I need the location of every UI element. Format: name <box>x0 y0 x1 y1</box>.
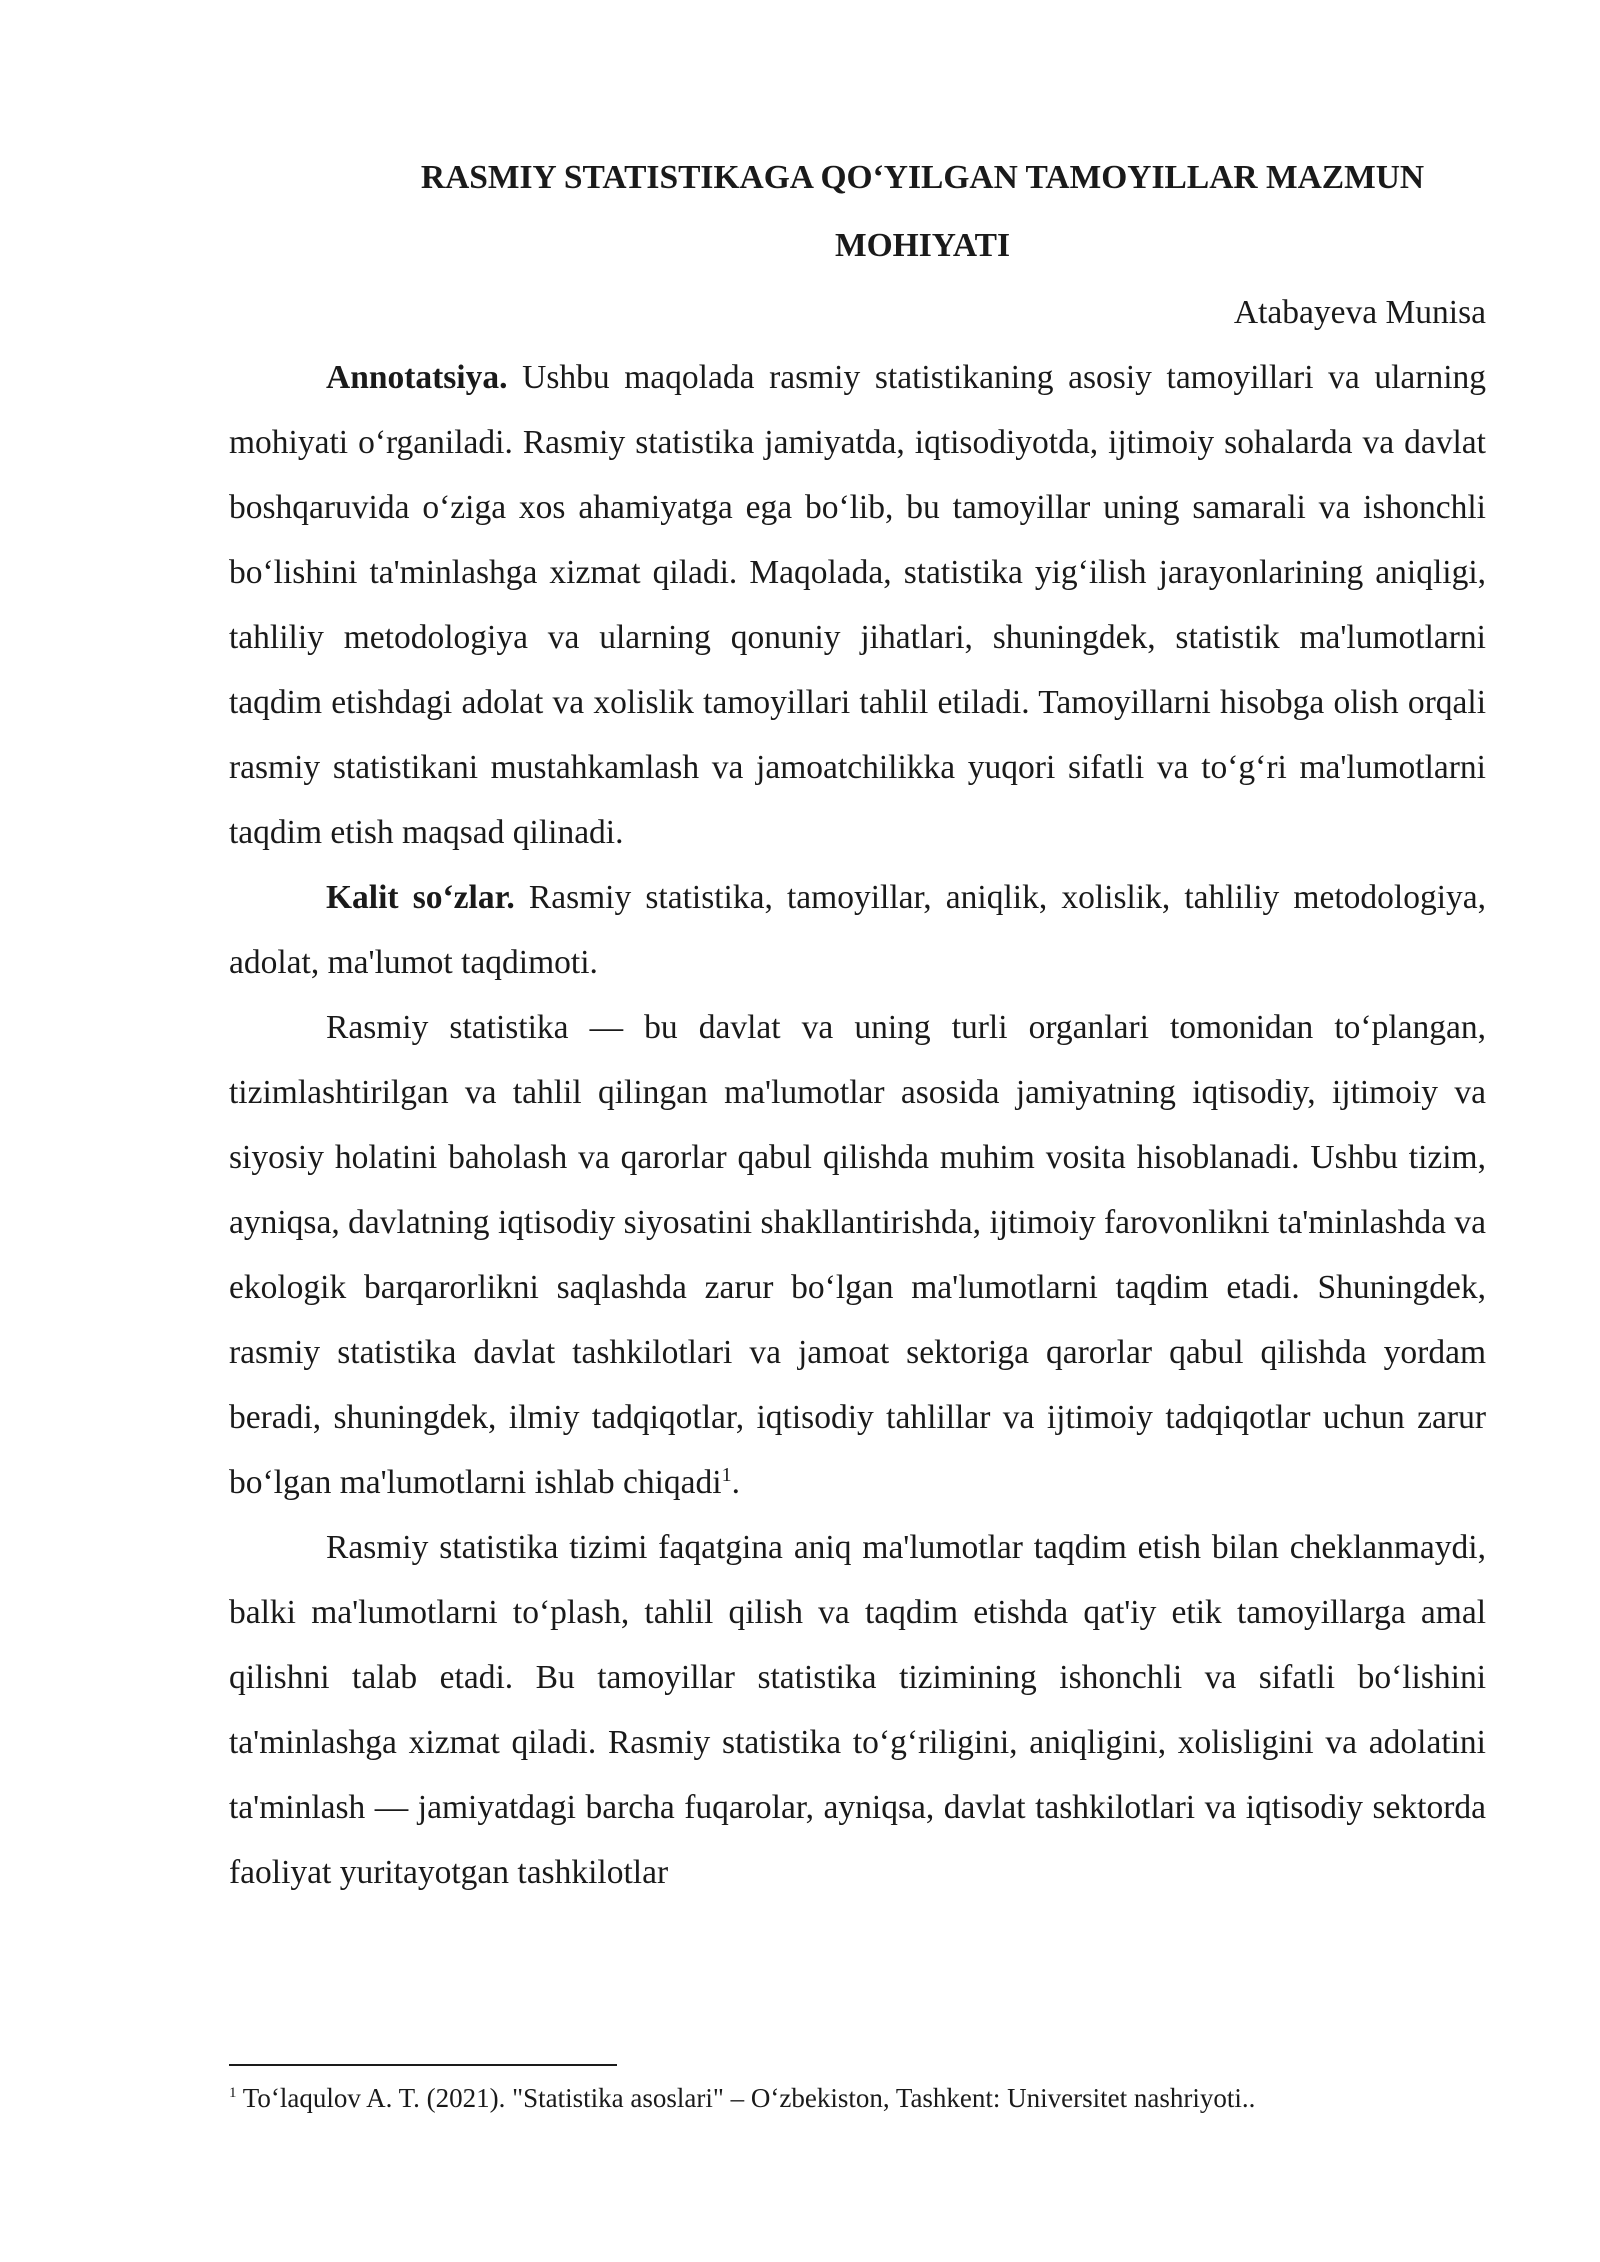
body-paragraph-1-end: . <box>731 1464 740 1501</box>
abstract-label: Annotatsiya. <box>326 359 508 396</box>
footnote-reference[interactable]: 1 <box>721 1463 732 1486</box>
keywords-paragraph <box>229 865 1486 995</box>
body-paragraph-2: Rasmiy statistika tizimi faqatgina aniq ma'lumotlar taqdim etish bilan cheklanmaydi, balki ma'lumotlarni to‘plash, tahlil qilish va taqdim etishda qat'iy etik tamoyillarga amal qilishni talab etadi. Bu tamoyillar statistika tizimining ishonchli va sifatli bo‘lishini ta'minlashga xizmat qiladi. Rasmiy statistika to‘g‘riligini, aniqligini, xolisligini va adolatini ta'minlash — jamiyatdagi barcha fuqarolar, ayniqsa, davlat tashkilotlari va iqtisodiy sektorda faoliyat yuritayotgan tashkilotlar <box>229 1529 1486 1891</box>
body-paragraph-1 <box>229 995 1486 1515</box>
footnote-text: To‘laqulov A. T. (2021). "Statistika asoslari" – O‘zbekiston, Tashkent: Universitet nashriyoti.. <box>236 2083 1256 2113</box>
main-text <box>229 144 1486 1905</box>
body-paragraph-1-text: Rasmiy statistika — bu davlat va uning turli organlari tomonidan to‘plangan, tizimlashtirilgan va tahlil qilingan ma'lumotlar asosida jamiyatning iqtisodiy, ijtimoiy va siyosiy holatini baholash va qarorlar qabul qilishda muhim vosita hisoblanadi. Ushbu tizim, ayniqsa, davlatning iqtisodiy siyosatini shakllantirishda, ijtimoiy farovonlikni ta'minlashda va ekologik barqarorlikni saqlashda zarur bo‘lgan ma'lumotlarni taqdim etadi. Shuningdek, rasmiy statistika davlat tashkilotlari va jamoat sektoriga qarorlar qabul qilishda yordam beradi, shuningdek, ilmiy tadqiqotlar, iqtisodiy tahlillar va ijtimoiy tadqiqotlar uchun zarur bo‘lgan ma'lumotlarni ishlab chiqadi <box>229 1009 1486 1501</box>
title-line-1: RASMIY STATISTIKAGA QO‘YILGAN TAMOYILLAR MAZMUN <box>420 159 1425 196</box>
footnote-area <box>229 2064 1486 2116</box>
keywords-label: Kalit so‘zlar. <box>326 879 515 916</box>
abstract-text: Ushbu maqolada rasmiy statistikaning asosiy tamoyillari va ularning mohiyati o‘rganiladi. Rasmiy statistika jamiyatda, iqtisodiyotda, ijtimoiy sohalarda va davlat boshqaruvida o‘ziga xos ahamiyatga ega bo‘lib, bu tamoyillar uning samarali va ishonchli bo‘lishini ta'minlashga xizmat qiladi. Maqolada, statistika yig‘ilish jarayonlarining aniqligi, tahliliy metodologiya va ularning qonuniy jihatlari, shuningdek, statistik ma'lumotlarni taqdim etishdagi adolat va xolislik tamoyillari tahlil etiladi. Tamoyillarni hisobga olish orqali rasmiy statistikani mustahkamlash va jamoatchilikka yuqori sifatli va to‘g‘ri ma'lumotlarni taqdim etish maqsad qilinadi. <box>229 359 1486 851</box>
abstract-paragraph <box>229 345 1486 865</box>
keywords-text: Rasmiy statistika, tamoyillar, aniqlik, xolislik, tahliliy metodologiya, adolat, ma'lumot taqdimoti. <box>229 879 1486 981</box>
title-line-2: MOHIYATI <box>835 227 1010 264</box>
footnote-separator <box>229 2064 617 2066</box>
footnote <box>229 2080 1486 2116</box>
author-name: Atabayeva Munisa <box>1233 294 1486 331</box>
paper-title <box>229 144 1486 280</box>
footnote-number: 1 <box>229 2085 237 2101</box>
